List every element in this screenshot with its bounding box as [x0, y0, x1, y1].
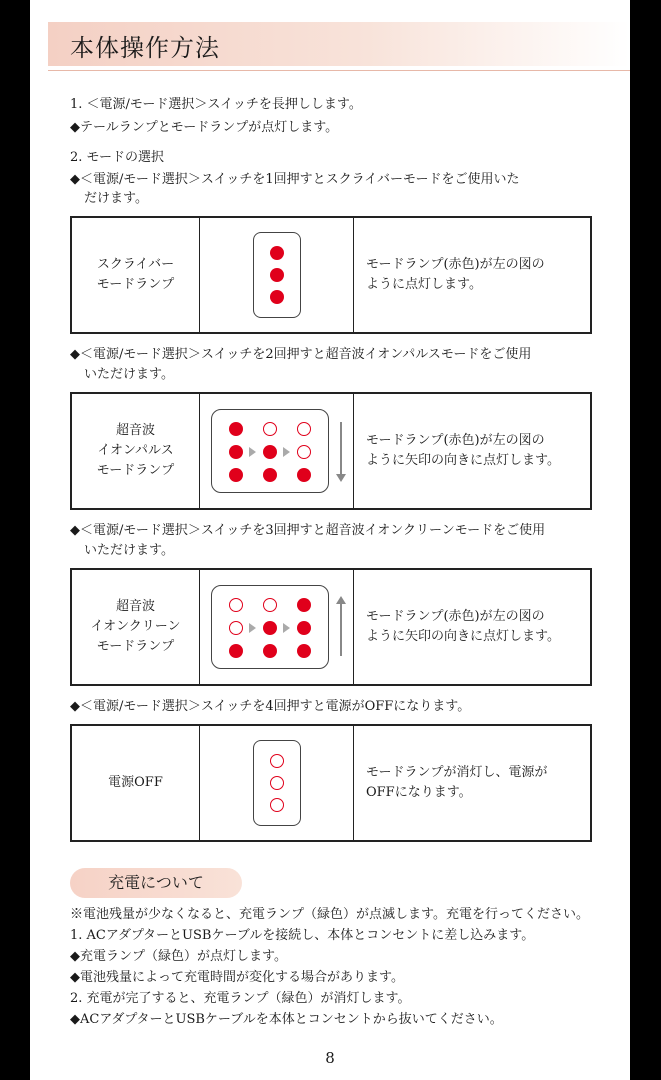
- desc-line: モードランプ(赤色)が左の図の: [366, 433, 545, 448]
- lamp-dot: [297, 621, 311, 635]
- lamp-dot: [229, 621, 243, 635]
- mode-intro-line: ◆＜電源/モード選択＞スイッチを3回押すと超音波イオンクリーンモードをご使用: [70, 523, 546, 538]
- desc-line: ように点灯します。: [366, 277, 482, 292]
- charging-line: 1. ACアダプターとUSBケーブルを接続し、本体とコンセントに差し込みます。: [70, 928, 535, 943]
- charging-line: 2. 充電が完了すると、充電ランプ（緑色）が消灯します。: [70, 991, 411, 1006]
- lamp-device: [211, 409, 329, 493]
- lamp-dot: [263, 445, 277, 459]
- desc-line: モードランプが消灯し、電源が: [366, 765, 548, 780]
- charging-line: ※電池残量が少なくなると、充電ランプ（緑色）が点滅します。充電を行ってください。: [70, 907, 589, 922]
- label-line: 超音波: [115, 423, 155, 438]
- lamp-device: [211, 585, 329, 669]
- charging-line: ◆ACアダプターとUSBケーブルを本体とコンセントから抜いてください。: [70, 1012, 503, 1027]
- lamp-dot: [263, 468, 277, 482]
- lamp-dot: [270, 754, 284, 768]
- label-line: イオンパルス: [97, 443, 174, 458]
- desc-line: OFFになります。: [366, 785, 472, 800]
- mode-label: [72, 394, 200, 508]
- mode-table-power-off: [70, 724, 592, 842]
- page-title: 本体操作方法: [70, 34, 220, 62]
- intro-line: 1. ＜電源/モード選択＞スイッチを長押しします。: [70, 97, 362, 112]
- charging-line: ◆充電ランプ（緑色）が点灯します。: [70, 949, 287, 964]
- title-rule: [48, 70, 630, 71]
- mode-description: [354, 218, 590, 332]
- mode-intro-line: いただけます。: [84, 543, 174, 558]
- lamp-dot: [297, 445, 311, 459]
- lamp-dot: [270, 268, 284, 282]
- lamp-dot: [270, 798, 284, 812]
- mode-label: [72, 218, 200, 332]
- label-line: 電源OFF: [108, 775, 163, 790]
- lamp-dot: [297, 644, 311, 658]
- label-line: モードランプ: [96, 277, 175, 292]
- lamp-diagram: [200, 218, 354, 332]
- mode-description: [354, 394, 590, 508]
- label-line: 超音波: [115, 599, 155, 614]
- lamp-dot: [297, 598, 311, 612]
- arrow-right-icon: [283, 623, 290, 633]
- intro-line: だけます。: [84, 191, 148, 206]
- lamp-diagram: [200, 726, 354, 840]
- charging-heading: 充電について: [70, 868, 242, 898]
- intro-line: ◆テールランプとモードランプが点灯します。: [70, 120, 339, 135]
- lamp-dot: [270, 246, 284, 260]
- lamp-dot: [263, 621, 277, 635]
- mode-table-ion-pulse: [70, 392, 592, 510]
- mode-intro-line: ◆＜電源/モード選択＞スイッチを4回押すと電源がOFFになります。: [70, 699, 471, 714]
- mode-label: [72, 570, 200, 684]
- arrow-right-icon: [249, 447, 256, 457]
- mode-table-scriber: [70, 216, 592, 334]
- lamp-diagram: [200, 394, 354, 508]
- label-line: スクライバー: [96, 257, 175, 272]
- mode-description: [354, 570, 590, 684]
- lamp-device: [253, 740, 301, 826]
- desc-line: モードランプ(赤色)が左の図の: [366, 609, 545, 624]
- desc-line: ように矢印の向きに点灯します。: [366, 453, 560, 468]
- mode-label: [72, 726, 200, 840]
- mode-intro-line: ◆＜電源/モード選択＞スイッチを2回押すと超音波イオンパルスモードをご使用: [70, 347, 532, 362]
- lamp-diagram: [200, 570, 354, 684]
- manual-page: [30, 0, 630, 1080]
- charging-line: ◆電池残量によって充電時間が変化する場合があります。: [70, 970, 404, 985]
- page-number: 8: [325, 1049, 335, 1067]
- lamp-dot: [263, 422, 277, 436]
- label-line: イオンクリーン: [90, 619, 181, 634]
- lamp-device: [253, 232, 301, 318]
- desc-line: モードランプ(赤色)が左の図の: [366, 257, 545, 272]
- lamp-dot: [263, 644, 277, 658]
- lamp-dot: [270, 776, 284, 790]
- arrow-up-icon: [340, 598, 342, 656]
- lamp-dot: [229, 598, 243, 612]
- mode-table-ion-clean: [70, 568, 592, 686]
- lamp-dot: [270, 290, 284, 304]
- lamp-dot: [263, 598, 277, 612]
- lamp-dot: [229, 468, 243, 482]
- arrow-down-icon: [340, 422, 342, 480]
- intro-line: ◆＜電源/モード選択＞スイッチを1回押すとスクライバーモードをご使用いた: [70, 172, 520, 187]
- desc-line: ように矢印の向きに点灯します。: [366, 629, 560, 644]
- lamp-dot: [229, 445, 243, 459]
- lamp-dot: [229, 422, 243, 436]
- intro-line: 2. モードの選択: [70, 150, 165, 165]
- lamp-dot: [297, 468, 311, 482]
- label-line: モードランプ: [96, 639, 175, 654]
- label-line: モードランプ: [96, 463, 175, 478]
- mode-intro-line: いただけます。: [84, 367, 174, 382]
- arrow-right-icon: [249, 623, 256, 633]
- mode-description: [354, 726, 590, 840]
- title-band: [48, 22, 630, 66]
- arrow-right-icon: [283, 447, 290, 457]
- lamp-dot: [229, 644, 243, 658]
- lamp-dot: [297, 422, 311, 436]
